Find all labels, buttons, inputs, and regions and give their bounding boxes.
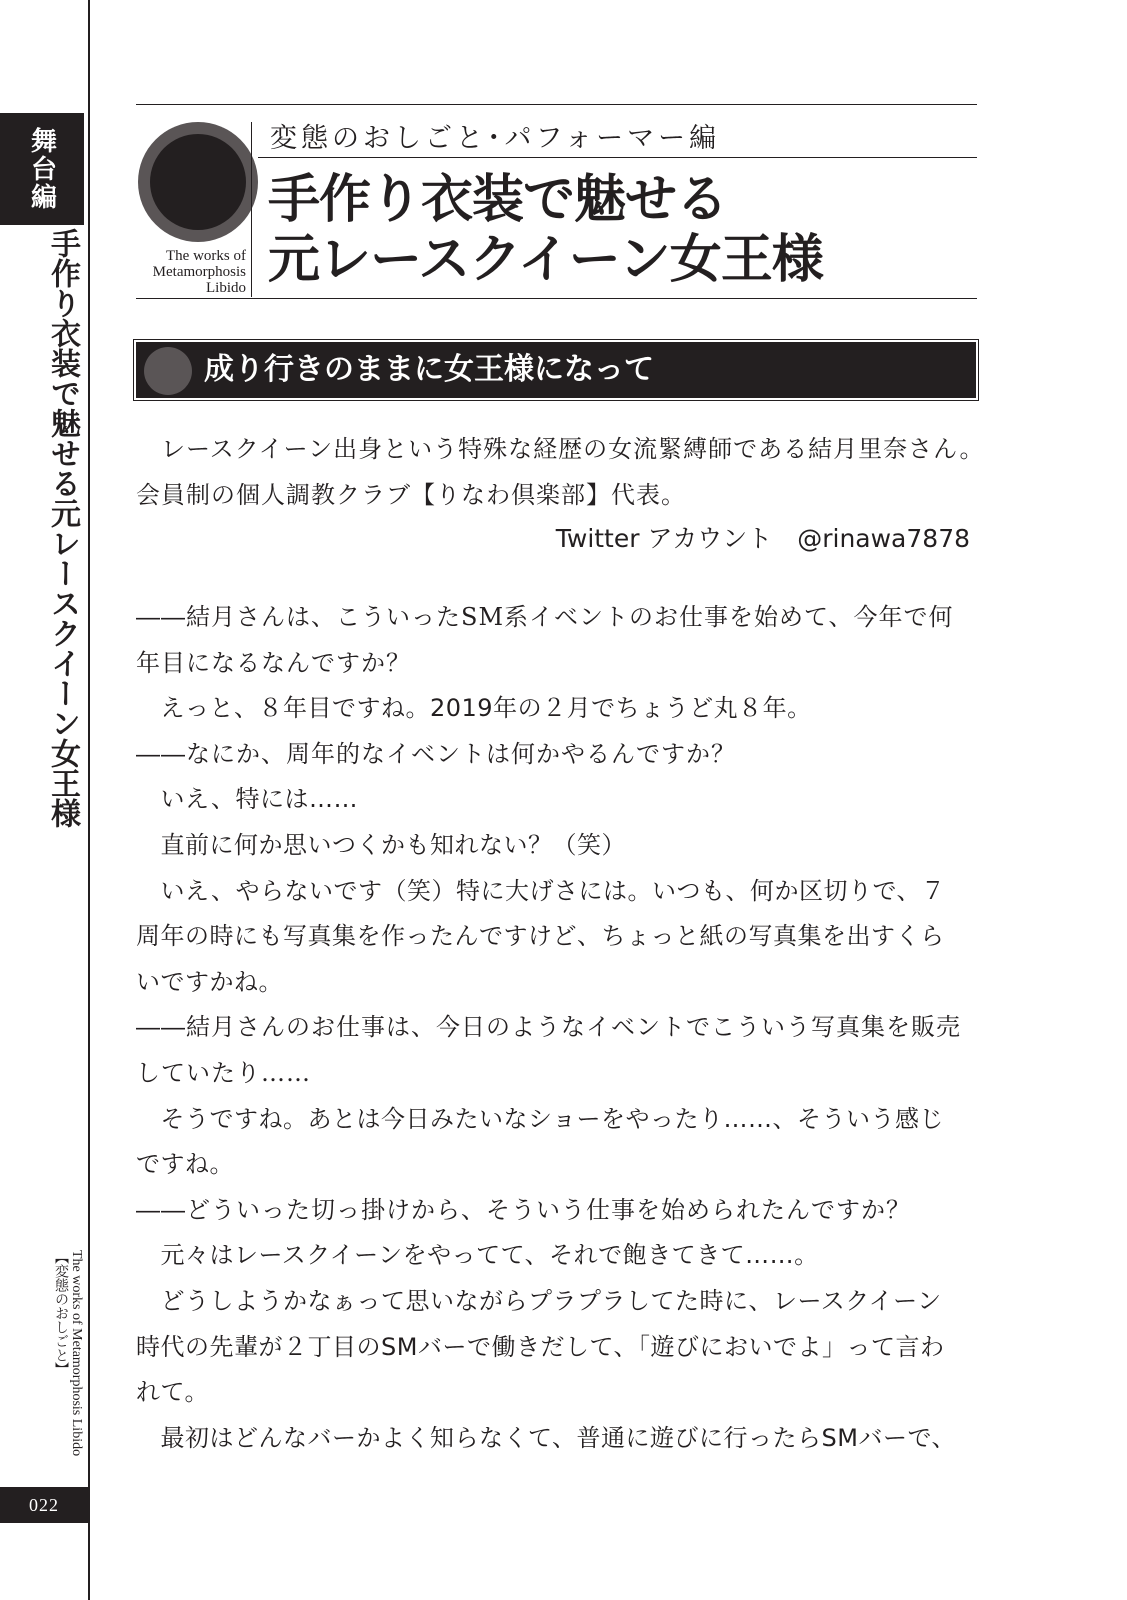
logo-line: The works of — [166, 248, 246, 264]
series-logo-text — [124, 248, 246, 296]
answer-line: 直前に何か思いつくかも知れない？（笑） — [136, 831, 626, 859]
logo-divider — [251, 122, 252, 297]
answer-line: えっと、８年目ですね。2019年の２月でちょうど丸８年。 — [136, 694, 812, 723]
answer-line: いえ、特には…… — [136, 785, 358, 814]
header-bottom-rule — [136, 298, 977, 299]
intro-line: レースクイーン出身という特殊な経歴の女流緊縛師である結月里奈さん。 — [136, 435, 985, 463]
answer-line: れて。 — [136, 1378, 210, 1407]
answer-line: 元々はレースクイーンをやってて、それで飽きてきて……。 — [136, 1241, 819, 1270]
interviewer-line: ――結月さんのお仕事は、今日のようなイベントでこういう写真集を販売 — [136, 1013, 961, 1042]
page-title-line-1: 手作り衣装で魅せる — [268, 170, 728, 230]
interviewer-line: ――どういった切っ掛けから、そういう仕事を始められたんですか？ — [136, 1195, 911, 1224]
interviewer-line: ――結月さんは、こういったSM系イベントのお仕事を始めて、今年で何 — [136, 603, 954, 631]
side-running-title: 手作り衣装で魅せる元レースクイーン女王様 — [45, 228, 80, 828]
answer-line: いえ、やらないです（笑）特に大げさには。いつも、何か区切りで、７ — [136, 876, 946, 905]
intro-line: 会員制の個人調教クラブ【りなわ倶楽部】代表。 — [136, 481, 686, 509]
answer-line: 周年の時にも写真集を作ったんですけど、ちょっと紙の写真集を出すくら — [136, 922, 945, 951]
section-tab-label: 舞台編 — [26, 127, 57, 211]
answer-line: 最初はどんなバーかよく知らなくて、普通に遊びに行ったらSMバーで、 — [136, 1423, 956, 1452]
answer-line: どうしようかなぁって思いながらプラプラしてた時に、レースクイーン — [136, 1287, 942, 1315]
section-heading: 成り行きのままに女王様になって — [204, 352, 654, 387]
answer-line: 時代の先輩が２丁目のSMバーで働きだして、「遊びにおいでよ」って言わ — [136, 1332, 945, 1361]
interviewer-line: 年目になるなんですか？ — [136, 648, 411, 677]
series-label: 変態のおしごと･パフォーマー編 — [270, 123, 721, 154]
logo-line: Libido — [206, 280, 246, 296]
side-credit: The works of Metamorphosis Libido 【変態のおしごと】 — [53, 1250, 84, 1457]
interviewer-line: していたり…… — [136, 1059, 311, 1087]
header-top-rule — [136, 104, 977, 105]
twitter-account: Twitter アカウント @rinawa7878 — [555, 524, 970, 553]
series-logo-circle-icon — [138, 122, 258, 242]
answer-line: そうですね。あとは今日みたいなショーをやったり……、そういう感じ — [136, 1104, 945, 1133]
margin-rule — [88, 0, 90, 1600]
interviewer-line: ――なにか、周年的なイベントは何かやるんですか？ — [136, 739, 736, 768]
logo-line: Metamorphosis — [152, 264, 246, 280]
section-tab — [0, 113, 84, 225]
page-title-line-2: 元レースクイーン女王様 — [268, 230, 823, 290]
page-number: 022 — [0, 1487, 88, 1523]
section-heading-bar — [136, 342, 976, 398]
header-mid-rule — [258, 157, 977, 158]
answer-line: いですかね。 — [136, 967, 283, 996]
answer-line: ですね。 — [136, 1150, 234, 1179]
heading-circle-icon — [144, 347, 192, 395]
